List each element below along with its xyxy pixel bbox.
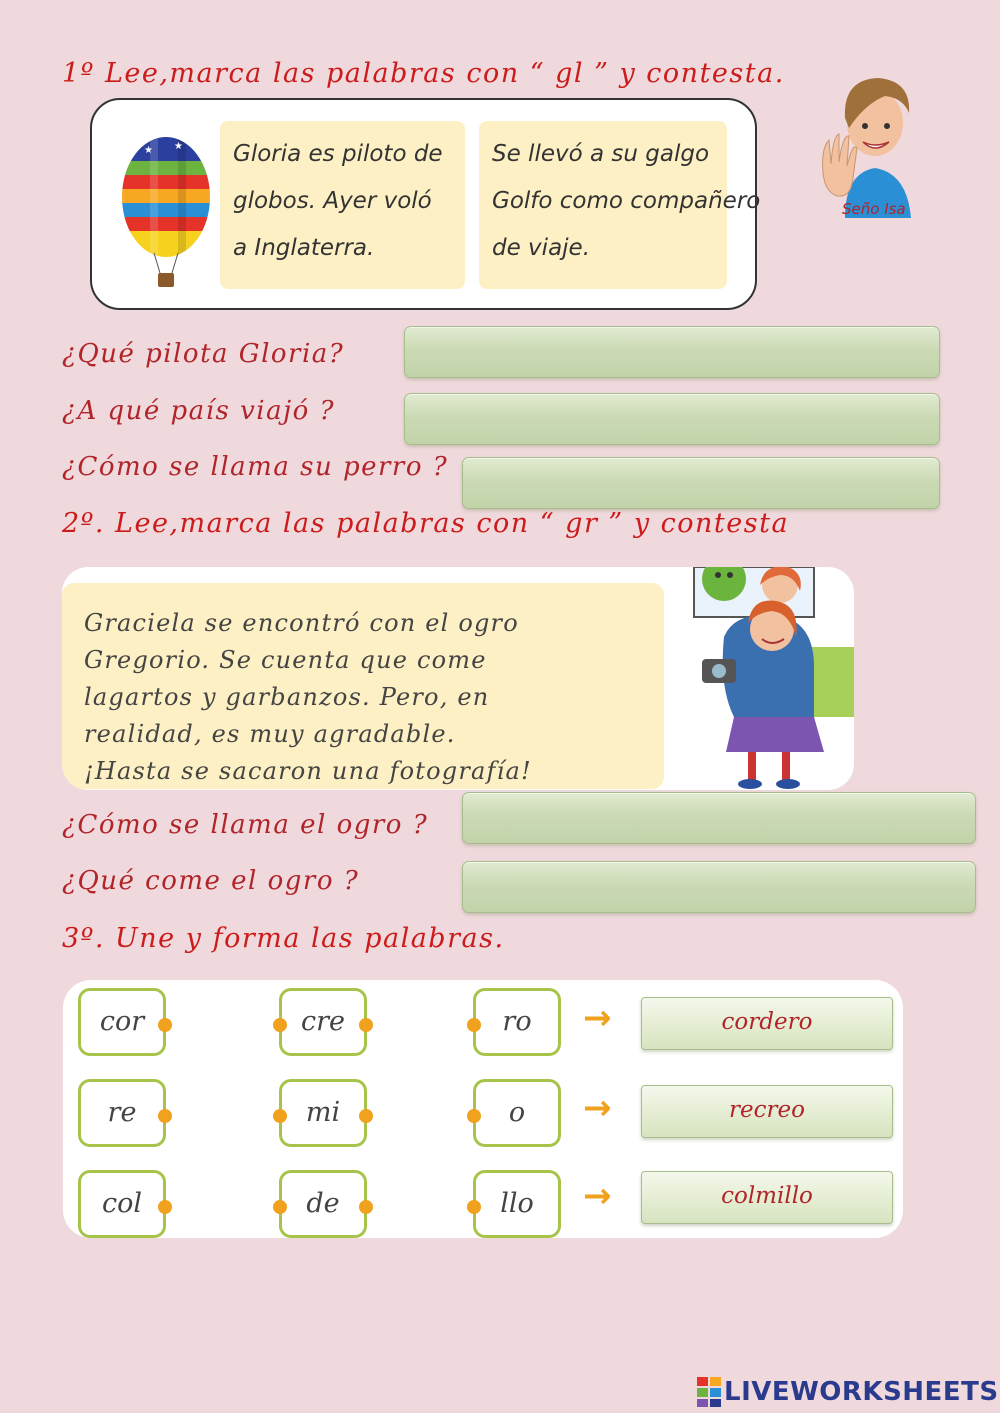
text-panel-gloria [220, 121, 465, 289]
question-2-label: ¿A qué país viajó ? [62, 396, 336, 426]
syllable-text: llo [500, 1188, 534, 1219]
syllable-text: de [306, 1188, 340, 1219]
svg-text:★: ★ [144, 145, 153, 156]
section3-card [63, 980, 903, 1238]
text-line: Se llevó a su galgo [492, 141, 710, 167]
syllable-col3-row1[interactable] [473, 988, 561, 1056]
section1-heading: 1º Lee,marca las palabras con “ gl ” y contesta. [62, 58, 785, 89]
syllable-text: mi [305, 1097, 341, 1128]
syllable-text: col [101, 1188, 142, 1219]
question-4-label: ¿Cómo se llama el ogro ? [62, 810, 429, 840]
arrow-right-icon: → [583, 998, 612, 1038]
syllable-text: cre [300, 1006, 345, 1037]
answer-field-5[interactable] [462, 861, 976, 913]
story-line: Gregorio. Se cuenta que come [84, 646, 487, 674]
syllable-col1-row1[interactable] [78, 988, 166, 1056]
connector-dot[interactable] [467, 1200, 481, 1214]
answer-word-3[interactable]: colmillo [641, 1171, 893, 1224]
syllable-text: cor [99, 1006, 145, 1037]
syllable-col1-row3[interactable] [78, 1170, 166, 1238]
syllable-col3-row2[interactable] [473, 1079, 561, 1147]
text-line: globos. Ayer voló [233, 188, 432, 214]
answer-word-1[interactable]: cordero [641, 997, 893, 1050]
story-line: Graciela se encontró con el ogro [84, 609, 519, 637]
question-1-label: ¿Qué pilota Gloria? [62, 339, 345, 369]
section2-card [62, 567, 854, 790]
section1-card [90, 98, 761, 310]
liveworksheets-logo [697, 1374, 999, 1410]
section2-heading: 2º. Lee,marca las palabras con “ gr ” y contesta [62, 508, 790, 539]
text-panel-golfo [479, 121, 761, 289]
liveworksheets-logo-icon [697, 1377, 721, 1407]
syllable-col1-row2[interactable] [78, 1079, 166, 1147]
brand-name: LIVEWORKSHEETS [724, 1377, 999, 1407]
arrow-right-icon: → [583, 1176, 612, 1216]
story-line: ¡Hasta se sacaron una fotografía! [84, 757, 532, 785]
connector-dot[interactable] [158, 1018, 172, 1032]
question-5-label: ¿Qué come el ogro ? [62, 866, 360, 896]
svg-text:★: ★ [174, 141, 183, 152]
story-line: realidad, es muy agradable. [84, 720, 456, 748]
connector-dot[interactable] [158, 1109, 172, 1123]
connector-dot[interactable] [273, 1018, 287, 1032]
syllable-text: ro [502, 1006, 532, 1037]
text-line: Golfo como compañero [492, 188, 761, 214]
girl-with-ogro-photo-image [664, 567, 854, 790]
text-line: Gloria es piloto de [233, 141, 443, 167]
section3-heading: 3º. Une y forma las palabras. [62, 923, 505, 954]
answer-field-3[interactable] [462, 457, 940, 509]
connector-dot[interactable] [273, 1200, 287, 1214]
answer-word-2[interactable]: recreo [641, 1085, 893, 1138]
avatar-caption: Seño Isa [842, 200, 906, 218]
connector-dot[interactable] [359, 1200, 373, 1214]
connector-dot[interactable] [158, 1200, 172, 1214]
answer-field-2[interactable] [404, 393, 940, 445]
story-panel [62, 583, 664, 789]
syllable-col2-row3[interactable] [279, 1170, 367, 1238]
connector-dot[interactable] [359, 1109, 373, 1123]
syllable-col3-row3[interactable] [473, 1170, 561, 1238]
story-line: lagartos y garbanzos. Pero, en [84, 683, 490, 711]
connector-dot[interactable] [273, 1109, 287, 1123]
connector-dot[interactable] [467, 1109, 481, 1123]
answer-field-4[interactable] [462, 792, 976, 844]
syllable-col2-row1[interactable] [279, 988, 367, 1056]
connector-dot[interactable] [359, 1018, 373, 1032]
text-line: de viaje. [492, 235, 591, 261]
syllable-col2-row2[interactable] [279, 1079, 367, 1147]
connector-dot[interactable] [467, 1018, 481, 1032]
hot-air-balloon-image [120, 135, 212, 293]
syllable-text: re [107, 1097, 137, 1128]
answer-field-1[interactable] [404, 326, 940, 378]
text-line: a Inglaterra. [233, 235, 375, 261]
arrow-right-icon: → [583, 1088, 612, 1128]
syllable-text: o [508, 1097, 526, 1128]
question-3-label: ¿Cómo se llama su perro ? [62, 452, 449, 482]
